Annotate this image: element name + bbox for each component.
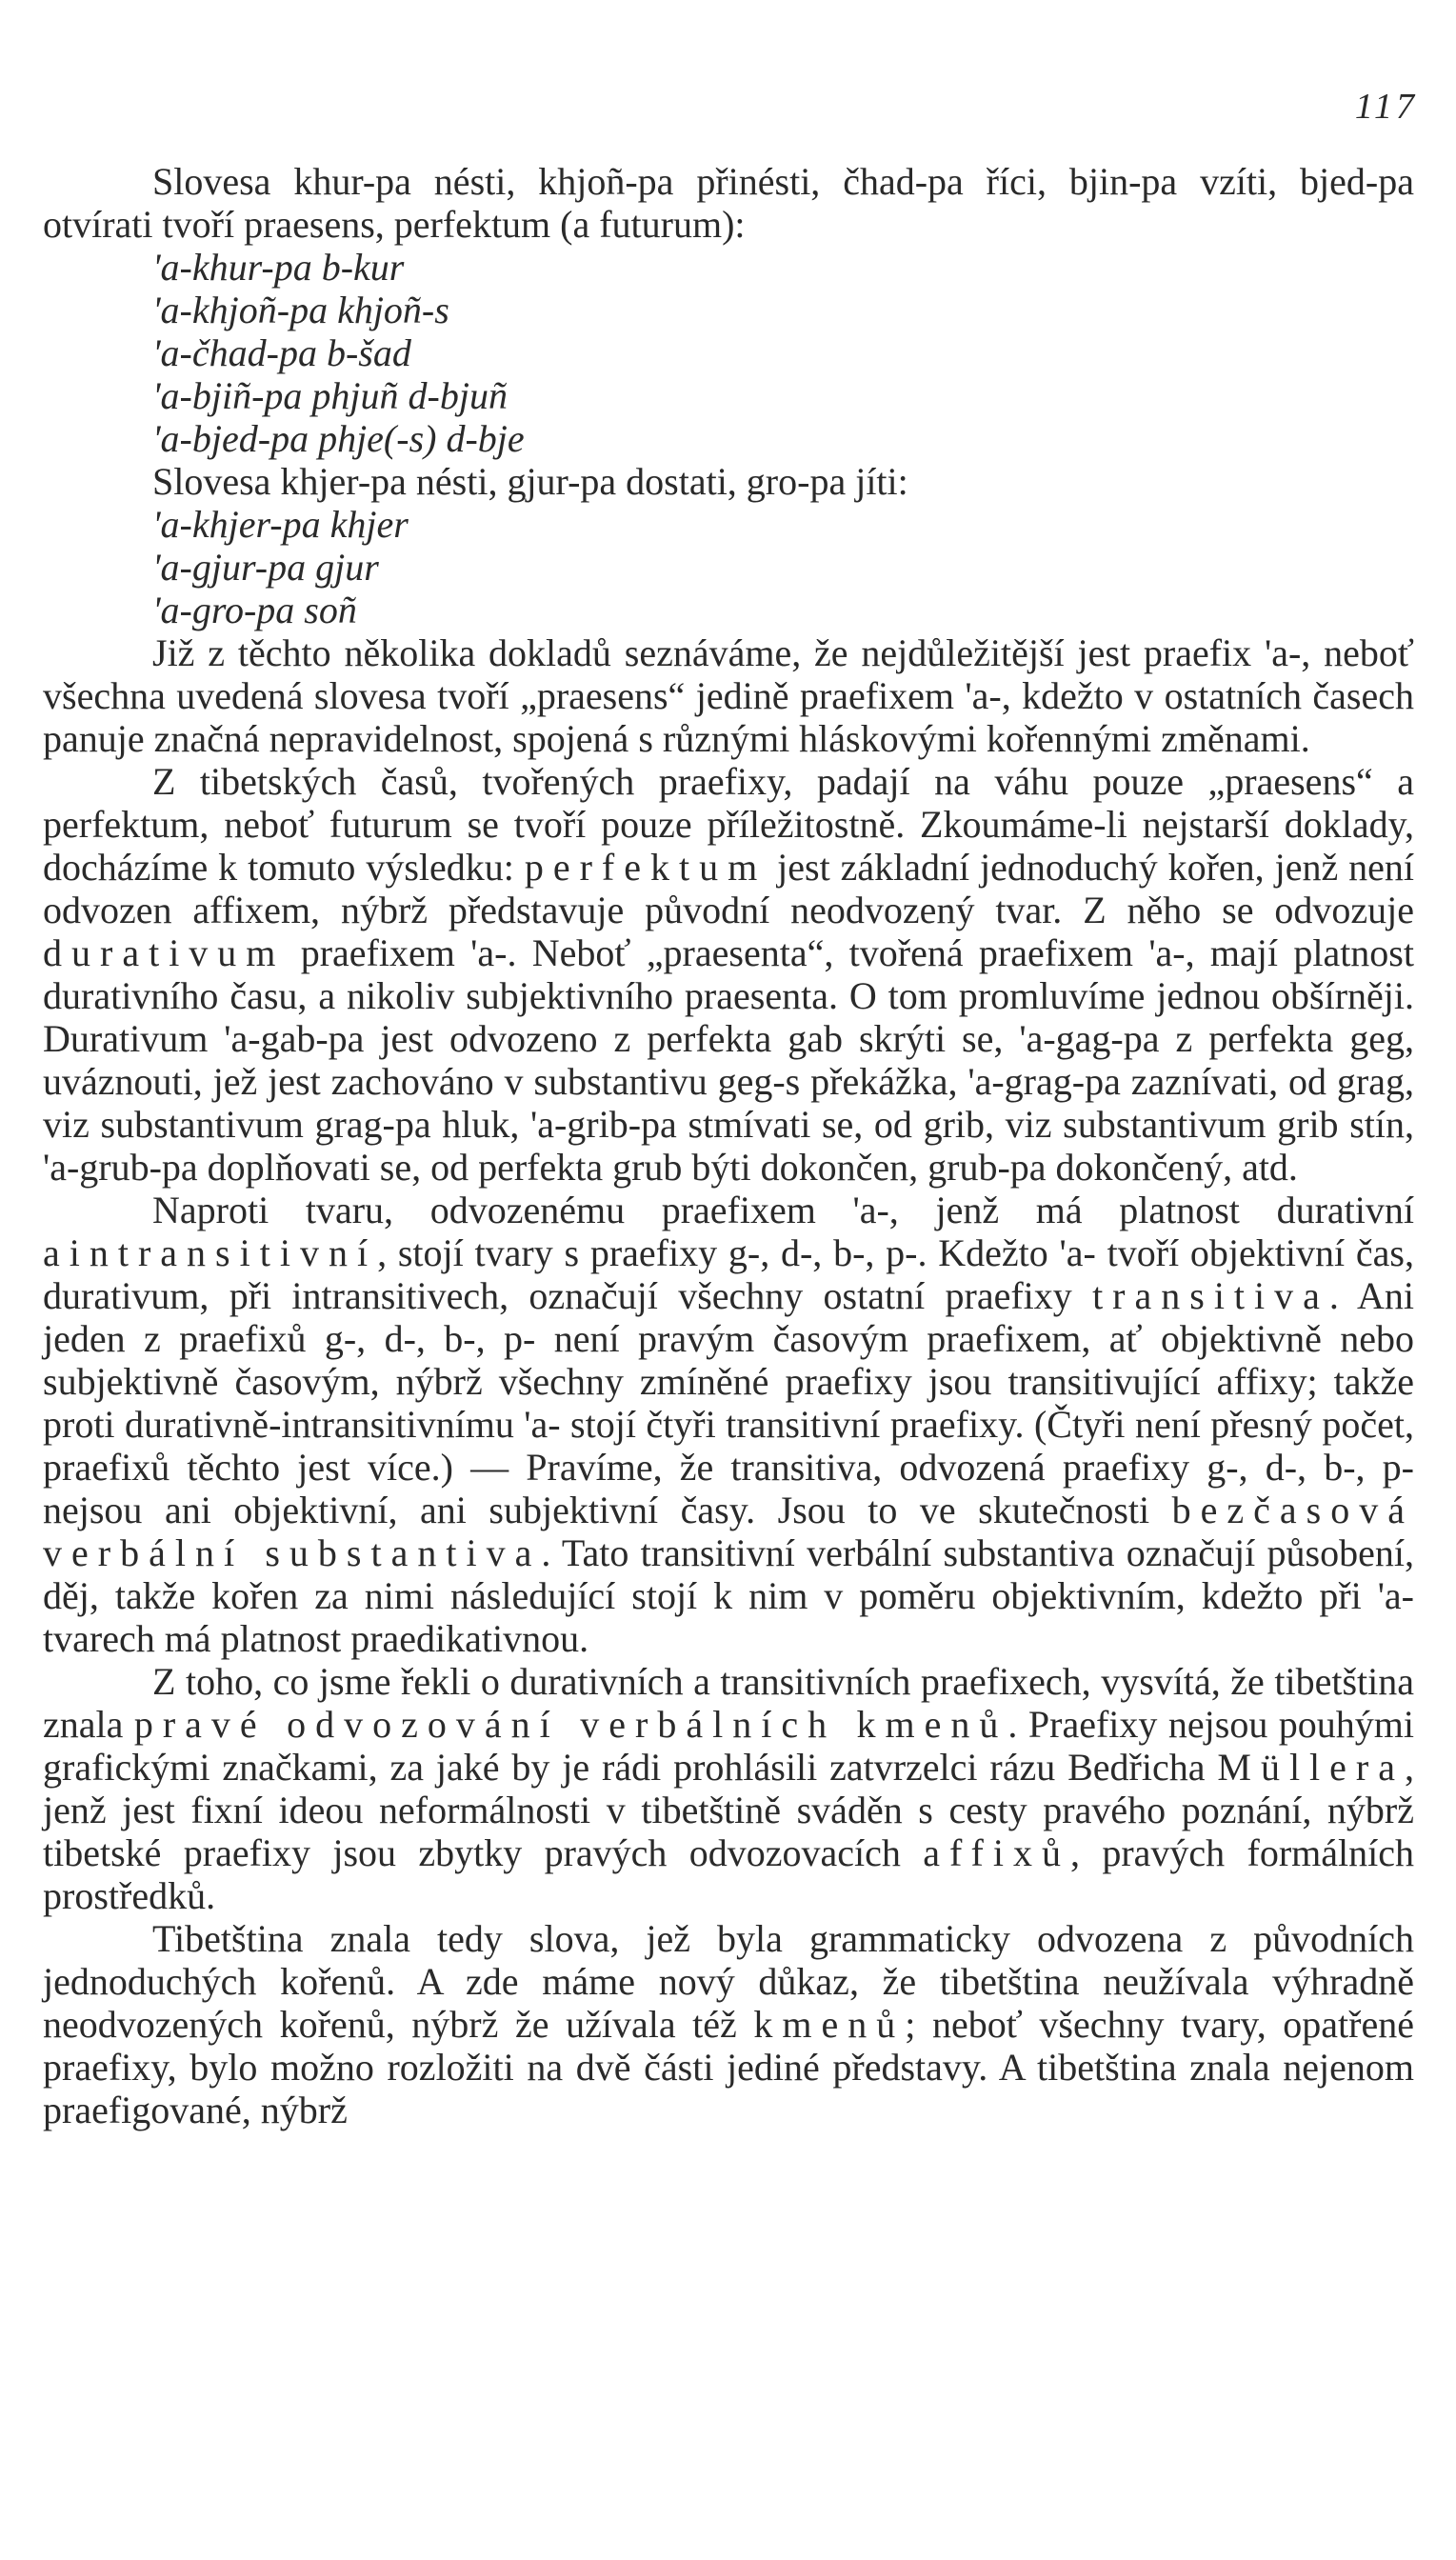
paragraph-kmeny [43,1917,1414,2131]
emphasis-prave-odvozovani: pravé odvozování verbálních kmenů [133,1703,1008,1746]
verb-form-line: 'a-čhad-pa b-šad [152,331,411,374]
verb-form-line: 'a-bjed-pa phje(-s) d-bje [152,417,525,460]
verb-form-line: 'a-khjoñ-pa khjoñ-s [152,289,449,331]
emphasis-affixu: affixů [923,1831,1070,1874]
verb-form-line: 'a-khur-pa b-kur [152,246,405,289]
body-text [43,160,1414,2131]
paragraph-text: ; neboť všechny tvary, opatřené praefixy, bylo možno rozložiti na dvě části jediné představy. A tibetština znala nejenom praefigované, nýbrž [43,2003,1414,2131]
paragraph-text: Z toho, co jsme řekli o durativních a transitivních praefixech, vysvítá, že tibetština znala [43,1660,1414,1746]
verb-form-line: 'a-khjer-pa khjer [152,503,409,546]
paragraph-text: Z tibetských časů, tvořených praefixy, padají na váhu pouze „praesens“ a perfektum, neboť futurum se tvoří pouze příležitostně. Zkoumáme-li nejstarší doklady, docházíme k tomuto výsledku: [43,760,1414,889]
paragraph-text: . Tato transitivní verbální substantiva označují působení, děj, takže kořen za nimi následující stojí k nim v poměru objektivním, kdežto při 'a- tvarech má platnost praedikativnou. [43,1531,1414,1660]
paragraph-text: jest základní jednoduchý kořen, jenž není odvozen affixem, nýbrž představuje původní neodvozený tvar. Z něho se odvozuje [43,846,1414,931]
paragraph-text: Tibetština znala tedy slova, jež byla grammaticky odvozena z původních jednoduchých kořenů. A zde máme nový důkaz, že tibetština neužívala výhradně neodvozených kořenů, nýbrž že užívala též [43,1917,1414,2046]
paragraph-praefix: Již z těchto několika dokladů seznáváme, že nejdůležitější jest praefix 'a-, neboť všechna uvedená slovesa tvoří „praesens“ jedině praefixem 'a-, kdežto v ostatních časech panuje značná nepravidelnost, spojená s různými hláskovými kořennými změnami. [43,631,1414,760]
paragraph-text: , jenž jest fixní ideou neformálnosti v tibetštině sváděn s cesty pravého poznání, nýbrž tibetské praefixy jsou zbytky pravých odvozovacích [43,1746,1414,1874]
emphasis-kmenu: kmenů [753,2003,906,2046]
paragraph-text: praefixem 'a-. Neboť „praesenta“, tvořená praefixem 'a-, mají platnost durativního času, a nikoliv subjektivního praesenta. O tom promluvíme jednou obšírněji. Durativum 'a-gab-pa jest odvozeno z perfekta gab skrýti se, 'a-gag-pa z perfekta geg, uváznouti, jež jest zachováno v substantivu geg-s překážka, 'a-grag-pa zaznívati, od grag, viz substantivum grag-pa hluk, 'a-grib-pa stmívati se, od grib, viz substantivum grib stín, 'a-grub-pa doplňovati se, od perfekta grub býti dokončen, grub-pa dokončený, atd. [43,931,1414,1189]
paragraph-text: , stojí tvary s praefixy g-, d-, b-, p-. Kdežto 'a- tvoří objektivní čas, durativum, při intransitivech, označují všechny ostatní praefixy [43,1231,1414,1317]
page-number: 117 [1354,87,1418,127]
emphasis-transitiva: transitiva [1092,1274,1329,1317]
paragraph-text: . Ani jeden z praefixů g-, d-, b-, p- není pravým časovým praefixem, ať objektivně nebo subjektivně časovým, nýbrž všechny zmíněné praefixy jsou transitivující affixy; takže proti durativně-intransitivnímu 'a- stojí čtyři transitivní praefixy. (Čtyři není přesný počet, praefixů těchto jest více.) — Pravíme, že transitiva, odvozená praefixy g-, d-, b-, p- nejsou ani objektivní, ani subjektivní časy. Jsou to ve skutečnosti [43,1274,1415,1531]
emphasis-perfektum: perfektum [524,846,768,889]
verb-list-intro: Slovesa khur-pa nésti, khjoñ-pa přinésti, čhad-pa říci, bjin-pa vzíti, bjed-pa otvírati tvoří praesens, perfektum (a futurum): [43,160,1414,246]
emphasis-bezcasova: bezčasová verbální substantiva [43,1489,1414,1574]
emphasis-mullera: Müllera [1217,1746,1405,1789]
paragraph-tenses [43,760,1414,1189]
verb-forms-list-2 [152,503,1414,631]
paragraph-odvozovani [43,1660,1414,1917]
emphasis-intransitivni: aintransitivní [43,1231,378,1274]
verb-forms-list-1 [152,246,1414,460]
verb-list-intro-2: Slovesa khjer-pa nésti, gjur-pa dostati, gro-pa jíti: [152,460,908,503]
paragraph-text: Naproti tvaru, odvozenému praefixem 'a-, jenž má platnost durativní [152,1189,1414,1231]
verb-form-line: 'a-bjiñ-pa phjuñ d-bjuñ [152,374,508,417]
verb-form-line: 'a-gro-pa soñ [152,589,357,631]
paragraph-text: , pravých formálních prostředků. [43,1831,1414,1917]
paragraph-text: . Praefixy nejsou pouhými grafickými značkami, za jaké by je rádi prohlásili zatvrzelci rázu Bedřicha [43,1703,1415,1789]
emphasis-durativum: durativum [43,931,286,974]
verb-form-line: 'a-gjur-pa gjur [152,546,379,589]
paragraph-transitiva [43,1189,1414,1660]
